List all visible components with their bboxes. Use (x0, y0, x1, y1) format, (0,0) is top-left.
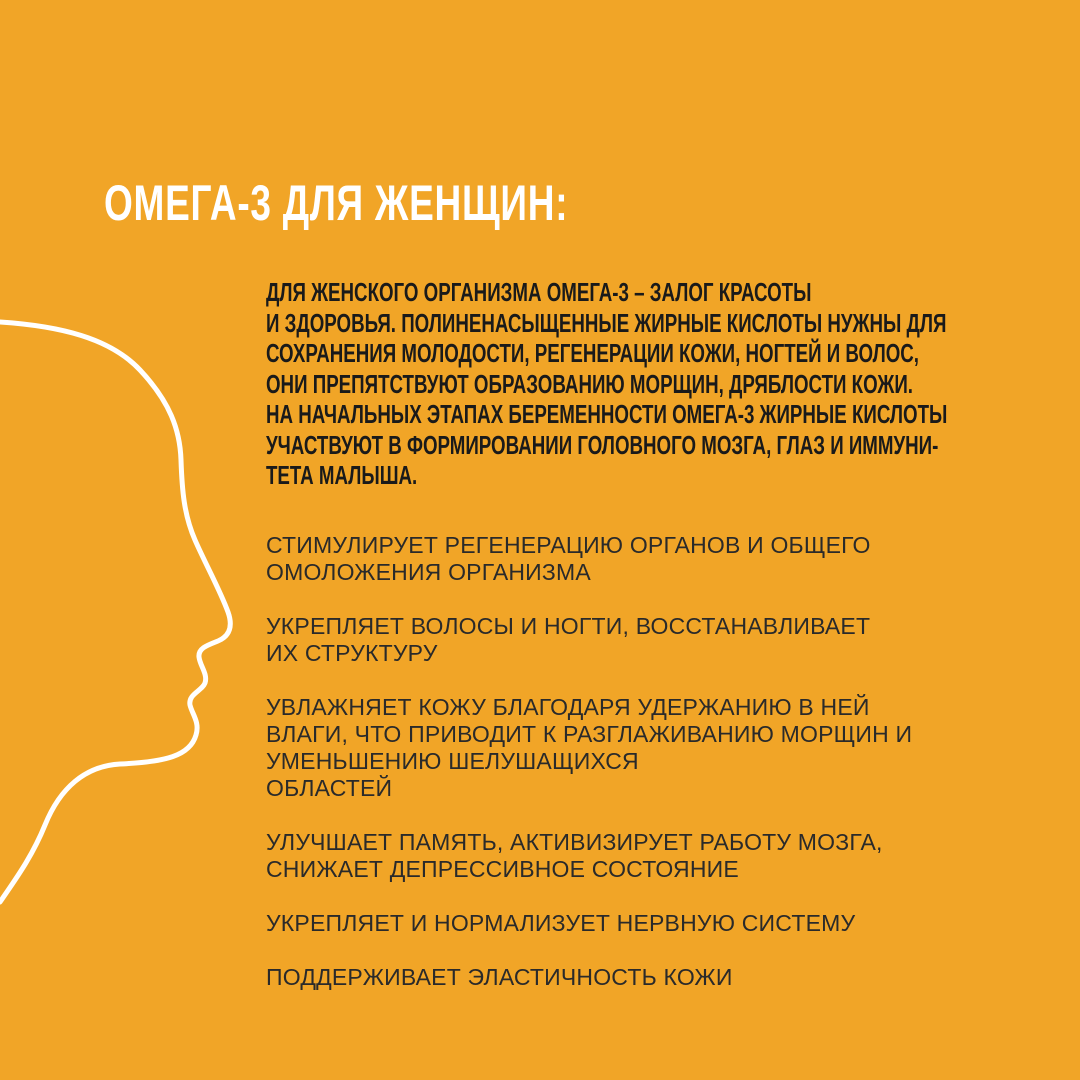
benefit-line: УМЕНЬШЕНИЮ ШЕЛУШАЩИХСЯ (266, 748, 639, 774)
intro-line: ДЛЯ ЖЕНСКОГО ОРГАНИЗМА ОМЕГА-3 – ЗАЛОГ КРАСОТЫ (266, 277, 812, 307)
benefit-line: ПОДДЕРЖИВАЕТ ЭЛАСТИЧНОСТЬ КОЖИ (266, 964, 733, 990)
benefit-line: ОБЛАСТЕЙ (266, 775, 393, 801)
benefit-line: УКРЕПЛЯЕТ И НОРМАЛИЗУЕТ НЕРВНУЮ СИСТЕМУ (266, 910, 856, 936)
benefit-item (266, 910, 1026, 937)
benefit-item (266, 613, 1026, 667)
benefit-line: УЛУЧШАЕТ ПАМЯТЬ, АКТИВИЗИРУЕТ РАБОТУ МОЗГА, (266, 829, 883, 855)
intro-paragraph (266, 277, 975, 491)
intro-line: НА НАЧАЛЬНЫХ ЭТАПАХ БЕРЕМЕННОСТИ ОМЕГА-3 ЖИРНЫЕ КИСЛОТЫ (266, 399, 948, 429)
benefit-line: ВЛАГИ, ЧТО ПРИВОДИТ К РАЗГЛАЖИВАНИЮ МОРЩИН И (266, 721, 913, 747)
intro-line: УЧАСТВУЮТ В ФОРМИРОВАНИИ ГОЛОВНОГО МОЗГА, ГЛАЗ И ИММУНИ- (266, 429, 939, 460)
benefit-item (266, 964, 1026, 991)
benefit-item (266, 694, 1026, 802)
intro-line: И ЗДОРОВЬЯ. ПОЛИНЕНАСЫЩЕННЫЕ ЖИРНЫЕ КИСЛОТЫ НУЖНЫ ДЛЯ (266, 307, 947, 338)
benefit-line: ИХ СТРУКТУРУ (266, 640, 438, 666)
intro-line: ТЕТА МАЛЫША. (266, 460, 418, 490)
intro-line: ОНИ ПРЕПЯТСТВУЮТ ОБРАЗОВАНИЮ МОРЩИН, ДРЯБЛОСТИ КОЖИ. (266, 368, 913, 399)
benefit-item (266, 829, 1026, 883)
benefit-item (266, 532, 1026, 586)
benefit-line: УКРЕПЛЯЕТ ВОЛОСЫ И НОГТИ, ВОССТАНАВЛИВАЕТ (266, 613, 871, 639)
page-title: ОМЕГА-3 ДЛЯ ЖЕНЩИН: (104, 175, 569, 231)
benefit-line: УВЛАЖНЯЕТ КОЖУ БЛАГОДАРЯ УДЕРЖАНИЮ В НЕЙ (266, 694, 870, 720)
benefit-line: СТИМУЛИРУЕТ РЕГЕНЕРАЦИЮ ОРГАНОВ И ОБЩЕГО (266, 532, 871, 558)
intro-line: СОХРАНЕНИЯ МОЛОДОСТИ, РЕГЕНЕРАЦИИ КОЖИ, НОГТЕЙ И ВОЛОС, (266, 338, 919, 368)
benefit-line: ОМОЛОЖЕНИЯ ОРГАНИЗМА (266, 559, 591, 585)
benefit-line: СНИЖАЕТ ДЕПРЕССИВНОЕ СОСТОЯНИЕ (266, 856, 739, 882)
